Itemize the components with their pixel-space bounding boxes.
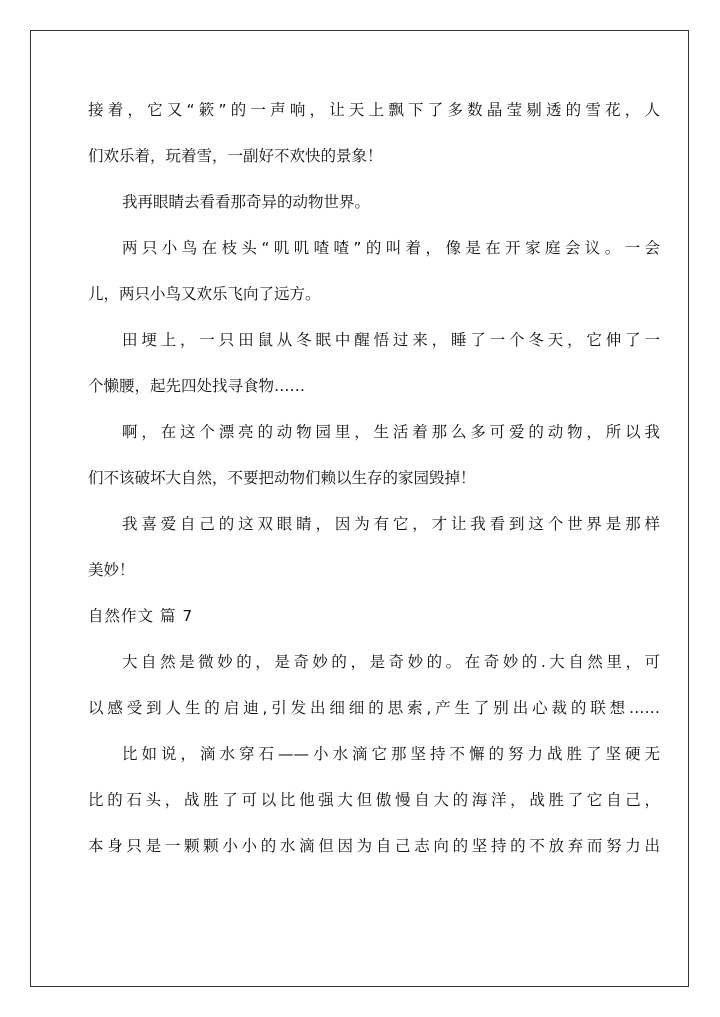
text-line: 我再眼睛去看看那奇异的动物世界。 <box>122 193 371 211</box>
text-line: 大自然是微妙的，是奇妙的，是奇妙的。在奇妙的.大自然里，可 <box>122 653 660 671</box>
paragraph <box>88 179 660 225</box>
text-line: 比如说，滴水穿石——小水滴它那坚持不懈的努力战胜了坚硬无 <box>122 745 660 763</box>
text-line: 儿，两只小鸟又欢乐飞向了远方。 <box>88 285 321 303</box>
text-line: 我喜爱自己的这双眼睛，因为有它，才让我看到这个世界是那样 <box>122 515 660 533</box>
paragraph <box>88 225 660 317</box>
text-line: 接着，它又“簌”的一声响，让天上飘下了多数晶莹剔透的雪花，人 <box>88 101 660 119</box>
text-line: 以感受到人生的启迪,引发出细细的思索,产生了别出心裁的联想…… <box>88 699 660 717</box>
paragraph <box>88 501 660 593</box>
text-line: 田埂上，一只田鼠从冬眠中醒悟过来，睡了一个冬天，它伸了一 <box>122 331 660 349</box>
text-line: 两只小鸟在枝头“叽叽喳喳”的叫着，像是在开家庭会议。一会 <box>122 239 660 257</box>
text-line: 本身只是一颗颗小小的水滴但因为自己志向的坚持的不放弃而努力出 <box>88 837 660 855</box>
paragraph <box>88 731 660 869</box>
text-line: 们欢乐着，玩着雪，一副好不欢快的景象！ <box>88 147 383 165</box>
document-body <box>88 87 660 869</box>
paragraph <box>88 409 660 501</box>
text-line: 啊，在这个漂亮的动物园里，生活着那么多可爱的动物，所以我 <box>122 423 660 441</box>
paragraph <box>88 639 660 731</box>
paragraph <box>88 87 660 179</box>
text-line: 比的石头，战胜了可以比他强大但傲慢自大的海洋，战胜了它自己， <box>88 791 660 809</box>
text-line: 美妙！ <box>88 561 135 579</box>
text-line: 们不该破坏大自然，不要把动物们赖以生存的家园毁掉！ <box>88 469 476 487</box>
section-heading: 自然作文 篇 7 <box>88 607 194 625</box>
paragraph <box>88 317 660 409</box>
text-line: 个懒腰，起先四处找寻食物…… <box>88 377 306 395</box>
